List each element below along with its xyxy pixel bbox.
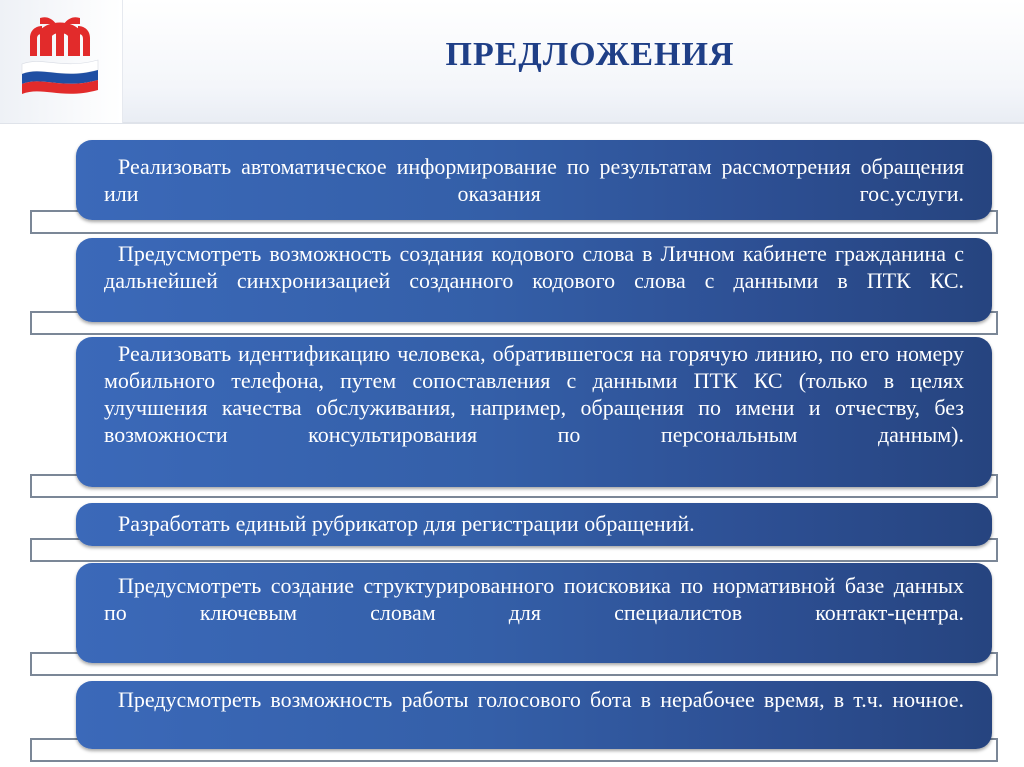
header-divider [0,122,1024,124]
proposal-text: Разработать единый рубрикатор для регистрации обращений. [118,511,695,536]
proposal-text: Предусмотреть создание структурированного поисковика по нормативной базе данных по ключевым словам для специалистов контакт-центра. [104,573,964,625]
proposal-item-5 [76,563,992,663]
proposal-text: Предусмотреть возможность создания кодового слова в Личном кабинете гражданина с дальнейшей синхронизацией созданного кодового слова с данными в ПТК КС. [104,241,964,293]
proposal-item-2 [76,238,992,322]
proposal-item-6 [76,681,992,749]
proposal-text: Реализовать идентификацию человека, обратившегося на горячую линию, по его номеру мобильного телефона, путем сопоставления с данными ПТК КС (только в целях улучшения качества обслуживания, например, обращения по имени и отчеству, без возможности консультирования по персональным данным). [104,341,964,447]
proposal-text: Предусмотреть возможность работы голосового бота в нерабочее время, в т.ч. ночное. [118,687,964,712]
proposal-item-1 [76,140,992,220]
page-title: ПРЕДЛОЖЕНИЯ [445,36,735,73]
proposal-item-3 [76,337,992,487]
pfr-logo-icon [10,8,110,108]
proposal-item-4 [76,503,992,546]
proposal-text: Реализовать автоматическое информирование по результатам рассмотрения обращения или оказания гос.услуги. [104,154,964,206]
